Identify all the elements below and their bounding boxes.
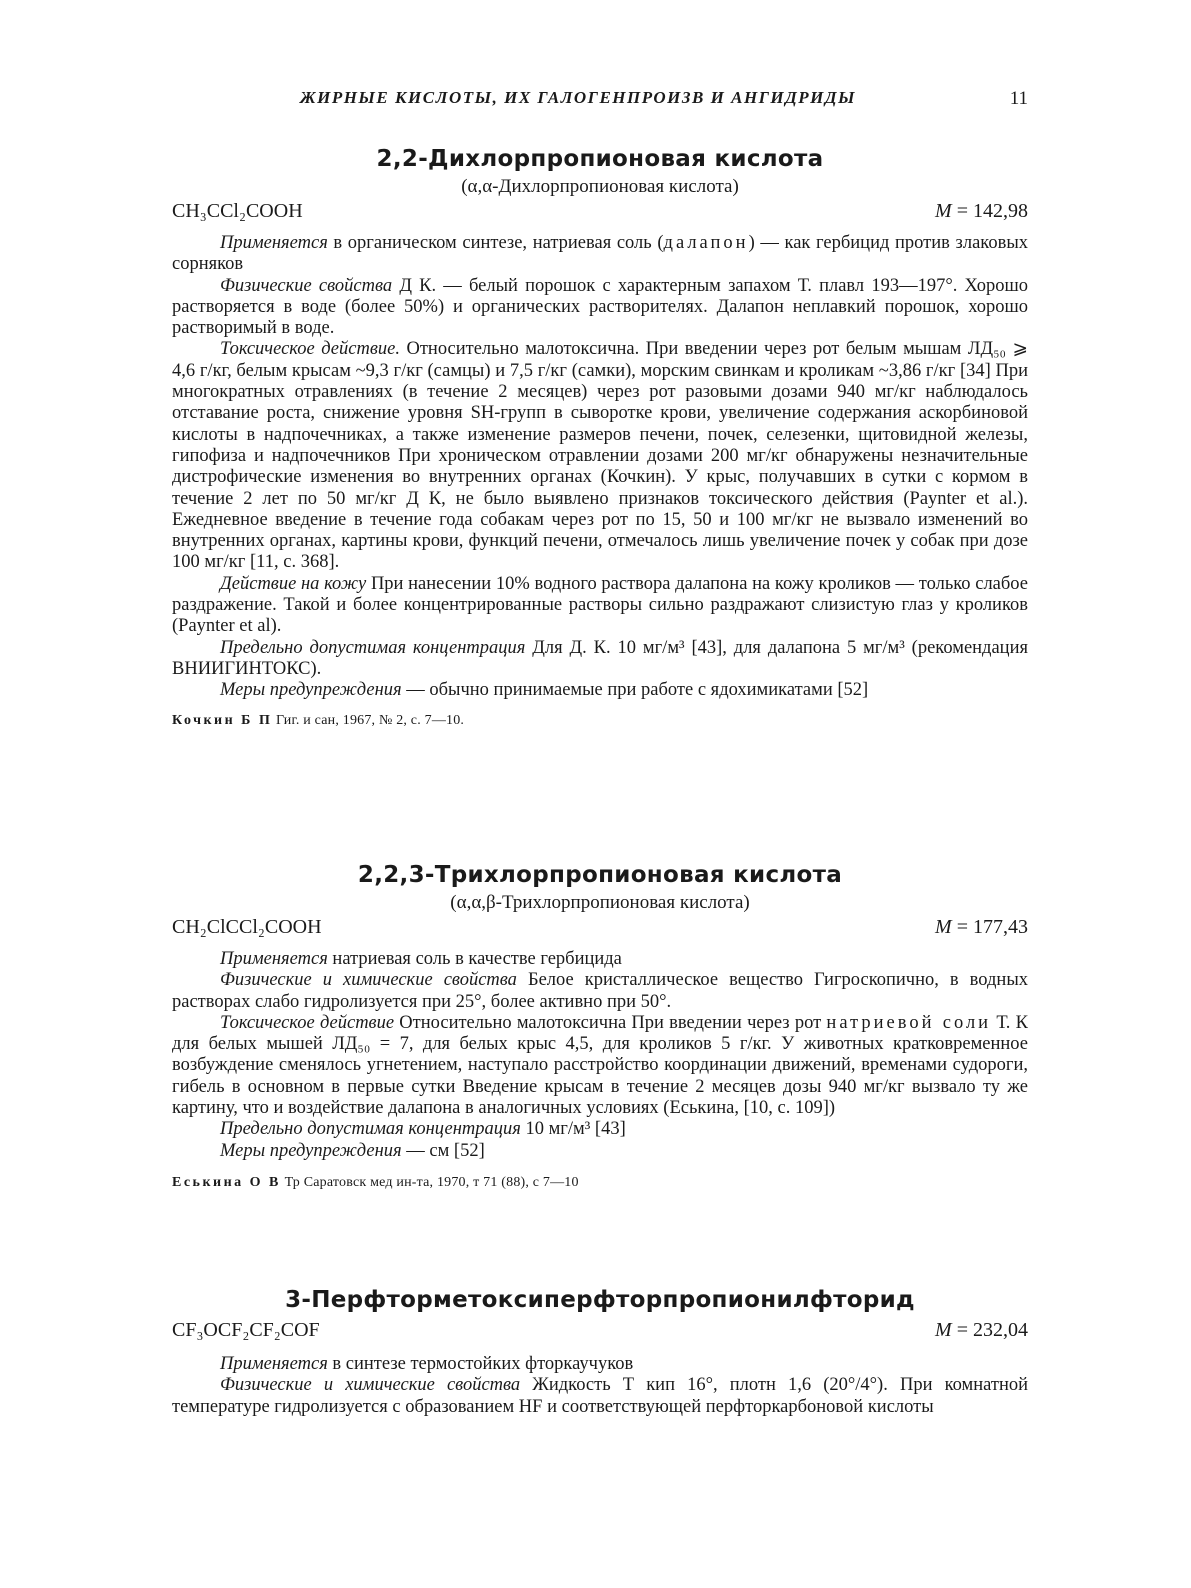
bibliography-reference xyxy=(172,712,1028,730)
paragraph-label: Применяется xyxy=(220,233,328,253)
mass-value: = 177,43 xyxy=(956,916,1028,938)
paragraph-text: — см [52] xyxy=(401,1140,485,1161)
paragraph-label: Физические свойства xyxy=(220,275,393,296)
spaced-term: натриевой соли xyxy=(826,1012,992,1033)
molar-mass xyxy=(935,916,1028,939)
page-number: 11 xyxy=(1009,88,1028,109)
paragraph-skin-action xyxy=(172,574,1028,638)
bibliography-reference xyxy=(172,1174,1028,1192)
reference-author: Еськина О В xyxy=(172,1174,281,1190)
mass-value: = 142,98 xyxy=(956,200,1028,222)
paragraph-usage xyxy=(172,1354,1028,1375)
chemical-formula: CH₂ClCCl₂COOH xyxy=(172,916,322,938)
mass-value: = 232,04 xyxy=(956,1319,1028,1341)
paragraph-toxic-action xyxy=(172,1013,1028,1119)
paragraph-physical-chemical-properties xyxy=(172,970,1028,1013)
chemical-formula: CH₃CCl₂COOH xyxy=(172,200,303,222)
molar-mass xyxy=(935,1319,1028,1342)
paragraph-text: ) — как гербицид против злаковых сорняков xyxy=(172,233,1028,275)
running-title: ЖИРНЫЕ КИСЛОТЫ, ИХ ГАЛОГЕНПРОИЗВ И АНГИДРИДЫ xyxy=(300,88,856,107)
formula-row xyxy=(172,200,1028,227)
paragraph-text: Т. К для белых мышей ЛД₅₀ = 7, для белых крыс 4,5, для кроликов 5 г/кг. У животных кратковременное возбуждение сменялось угнетением, наступало расстройство координации движений, временами судороги, гибель в основном в первые сутки Введение крысам в течение 2 месяцев дозы 940 мг/кг вызвало ту же картину, что и воздействие далапона в аналогичных условиях (Еськина, [10, с. 109]) xyxy=(172,1012,1028,1119)
paragraph-label: Предельно допустимая концентрация xyxy=(220,637,526,658)
paragraph-label: Физические и химические свойства xyxy=(220,970,517,991)
paragraph-text: в синтезе термостойких фторкаучуков xyxy=(327,1354,634,1374)
mass-label: M xyxy=(935,200,952,222)
reference-author: Кочкин Б П xyxy=(172,712,273,728)
compound-dichloropropionic-acid xyxy=(172,146,1028,730)
paragraph-text: Д К. — белый порошок с характерным запахом Т. плавл 193—197°. Хорошо растворяется в воде (более 50%) и органических растворителях. Далапон неплавкий порошок, хорошо растворимый в воде. xyxy=(172,275,1028,339)
paragraph-physical-properties xyxy=(172,276,1028,340)
paragraph-text: Для Д. К. 10 мг/м³ [43], для далапона 5 мг/м³ (рекомендация ВНИИГИНТОКС). xyxy=(172,637,1028,679)
paragraph-label: Физические и химические свойства xyxy=(220,1375,521,1396)
paragraph-label: Применяется xyxy=(220,949,328,969)
reference-text: Тр Саратовск мед ин-та, 1970, т 71 (88), с 7—10 xyxy=(280,1174,579,1190)
reference-text: Гиг. и сан, 1967, № 2, с. 7—10. xyxy=(272,712,465,728)
paragraph-max-concentration xyxy=(172,1119,1028,1140)
paragraph-label: Токсическое действие xyxy=(220,1012,395,1033)
molar-mass xyxy=(935,200,1028,223)
compound-perfluoromethoxy-propionyl-fluoride xyxy=(172,1287,1028,1418)
paragraph-usage xyxy=(172,949,1028,970)
compound-title: 2,2-Дихлорпропионовая кислота xyxy=(376,146,824,172)
compound-synonym: (α,α-Дихлорпропионовая кислота) xyxy=(461,176,739,197)
paragraph-toxic-action xyxy=(172,339,1028,573)
paragraph-max-concentration xyxy=(172,638,1028,681)
paragraph-text: Белое кристаллическое вещество Гигроскопично, в водных растворах слабо гидролизуется при 25°, более активно при 50°. xyxy=(172,970,1029,1012)
chemical-formula: CF₃OCF₂CF₂COF xyxy=(172,1319,320,1341)
paragraph-text: в органическом синтезе, натриевая соль ( xyxy=(327,233,664,253)
formula-row xyxy=(172,916,1028,943)
paragraph-text: Жидкость Т кип 16°, плотн 1,6 (20°/4°). При комнатной температуре гидролизуется с образованием HF и соответствующей перфторкарбоновой кислоты xyxy=(172,1375,1028,1417)
paragraph-text: Относительно малотоксична. При введении через рот белым мышам ЛД₅₀ ⩾ 4,6 г/кг, белым крысам ~9,3 г/кг (самцы) и 7,5 г/кг (самки), морским свинкам и кроликам ~3,86 г/кг [34] При многократных отравлениях (в течение 2 месяцев) через рот разовыми дозами 940 мг/кг наблюдалось отставание роста, снижение уровня SH-групп в сыворотке крови, увеличение содержания аскорбиновой кислоты в надпочечниках, а также изменение размеров печени, почек, селезенки, щитовидной железы, гипофиза и надпочечников При хроническом отравлении дозами 200 мг/кг обнаружены незначительные дистрофические изменения во внутренних органах (Кочкин). У крыс, получавших в сутки с кормом в течение 2 лет по 50 мг/кг Д К, не было выявлено признаков токсического действия (Paynter et al.). Ежедневное введение в течение года собакам через рот по 15, 50 и 100 мг/кг не вызвало изменений во внутренних органах, картины крови, функций печени, отмечалось лишь увеличение почек у собак при дозе 100 мг/кг [11, с. 368]. xyxy=(172,339,1028,573)
formula-row xyxy=(172,1319,1028,1346)
paragraph-physical-chemical-properties xyxy=(172,1375,1028,1418)
paragraph-text: Относительно малотоксична При введении через рот xyxy=(394,1012,827,1033)
paragraph-text: При нанесении 10% водного раствора далапона на кожу кроликов — только слабое раздражение. Такой и более концентрированные растворы сильно раздражают слизистую глаз у кроликов (Paynter et al). xyxy=(172,573,1028,637)
paragraph-label: Токсическое действие. xyxy=(220,339,400,360)
compound-title: 2,2,3-Трихлорпропионовая кислота xyxy=(357,862,843,888)
mass-label: M xyxy=(935,1319,952,1341)
mass-label: M xyxy=(935,916,952,938)
compound-synonym: (α,α,β-Трихлорпропионовая кислота) xyxy=(450,892,750,913)
paragraph-usage xyxy=(172,233,1028,276)
spaced-term: далапон xyxy=(663,233,749,253)
paragraph-precautions xyxy=(172,1141,1028,1162)
compound-title: 3-Перфторметоксиперфторпропионилфторид xyxy=(285,1287,915,1313)
paragraph-text: 10 мг/м³ [43] xyxy=(520,1119,626,1140)
paragraph-label: Применяется xyxy=(220,1354,328,1374)
paragraph-label: Предельно допустимая концентрация xyxy=(220,1119,521,1140)
paragraph-text: — обычно принимаемые при работе с ядохимикатами [52] xyxy=(401,680,869,701)
running-header xyxy=(172,88,1028,114)
paragraph-precautions xyxy=(172,680,1028,701)
paragraph-label: Меры предупреждения xyxy=(220,680,402,701)
compound-trichloropropionic-acid xyxy=(172,862,1028,1192)
paragraph-label: Действие на кожу xyxy=(220,573,367,594)
paragraph-text: натриевая соль в качестве гербицида xyxy=(327,949,622,969)
paragraph-label: Меры предупреждения xyxy=(220,1140,402,1161)
